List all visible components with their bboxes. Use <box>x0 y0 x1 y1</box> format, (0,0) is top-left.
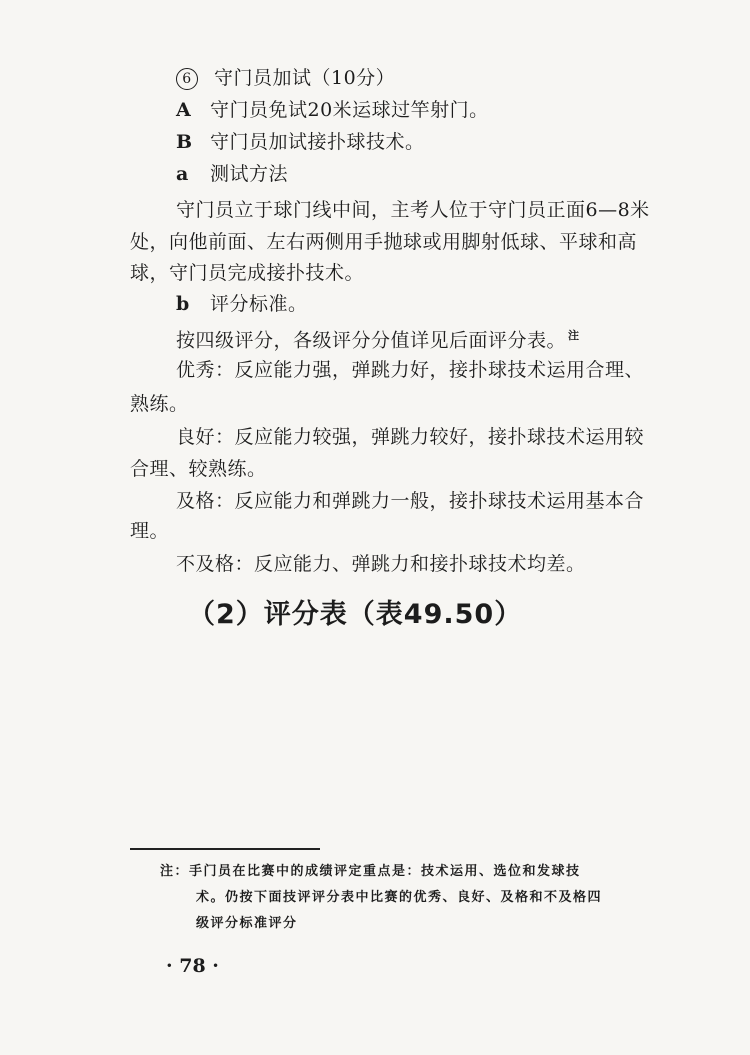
circled-number: 6 <box>176 68 198 90</box>
item-a-marker: A <box>176 99 192 121</box>
fail-line: 不及格：反应能力、弹跳力和接扑球技术均差。 <box>176 553 586 575</box>
pass-line-1: 及格：反应能力和弹跳力一般，接扑球技术运用基本合 <box>176 490 645 512</box>
sub-b-text: 评分标准。 <box>210 293 308 315</box>
footnote-line-3: 级评分标准评分 <box>196 916 298 931</box>
sub-a-text: 测试方法 <box>210 163 289 185</box>
criteria-intro-text: 按四级评分，各级评分分值详见后面评分表。 <box>176 329 567 352</box>
item-b <box>176 130 425 154</box>
sub-a <box>176 162 288 186</box>
excellent-line-1: 优秀：反应能力强，弹跳力好，接扑球技术运用合理、 <box>176 359 645 381</box>
criteria-intro <box>176 324 580 352</box>
pass-line-2: 理。 <box>130 520 170 542</box>
method-line-1: 守门员立于球门线中间，主考人位于守门员正面6—8米 <box>176 199 650 221</box>
section-6-heading <box>176 66 395 90</box>
good-line-2: 合理、较熟练。 <box>130 458 267 480</box>
footnote-line-1: 注：手门员在比赛中的成绩评定重点是：技术运用、选位和发球技 <box>160 864 581 879</box>
item-a <box>176 98 489 122</box>
sub-b-marker: b <box>176 293 190 315</box>
footnote-divider <box>130 848 320 850</box>
section-6-title: 守门员加试（10分） <box>214 67 396 89</box>
good-line-1: 良好：反应能力较强，弹跳力较好，接扑球技术运用较 <box>176 426 645 448</box>
page-number: · 78 · <box>166 955 219 977</box>
method-line-2: 处，向他前面、左右两侧用手抛球或用脚射低球、平球和高 <box>130 231 638 253</box>
sub-b <box>176 292 308 316</box>
excellent-line-2: 熟练。 <box>130 393 189 415</box>
section-2-title: （2）评分表（表49.50） <box>188 599 523 630</box>
footnote-line-2: 术。仍按下面技评评分表中比赛的优秀、良好、及格和不及格四 <box>196 890 603 905</box>
sub-a-marker: a <box>176 163 189 185</box>
item-b-text: 守门员加试接扑球技术。 <box>210 131 425 153</box>
note-mark: 注 <box>568 329 580 342</box>
item-a-text: 守门员免试20米运球过竿射门。 <box>210 99 489 121</box>
item-b-marker: B <box>176 131 193 153</box>
method-line-3: 球，守门员完成接扑技术。 <box>130 262 365 284</box>
